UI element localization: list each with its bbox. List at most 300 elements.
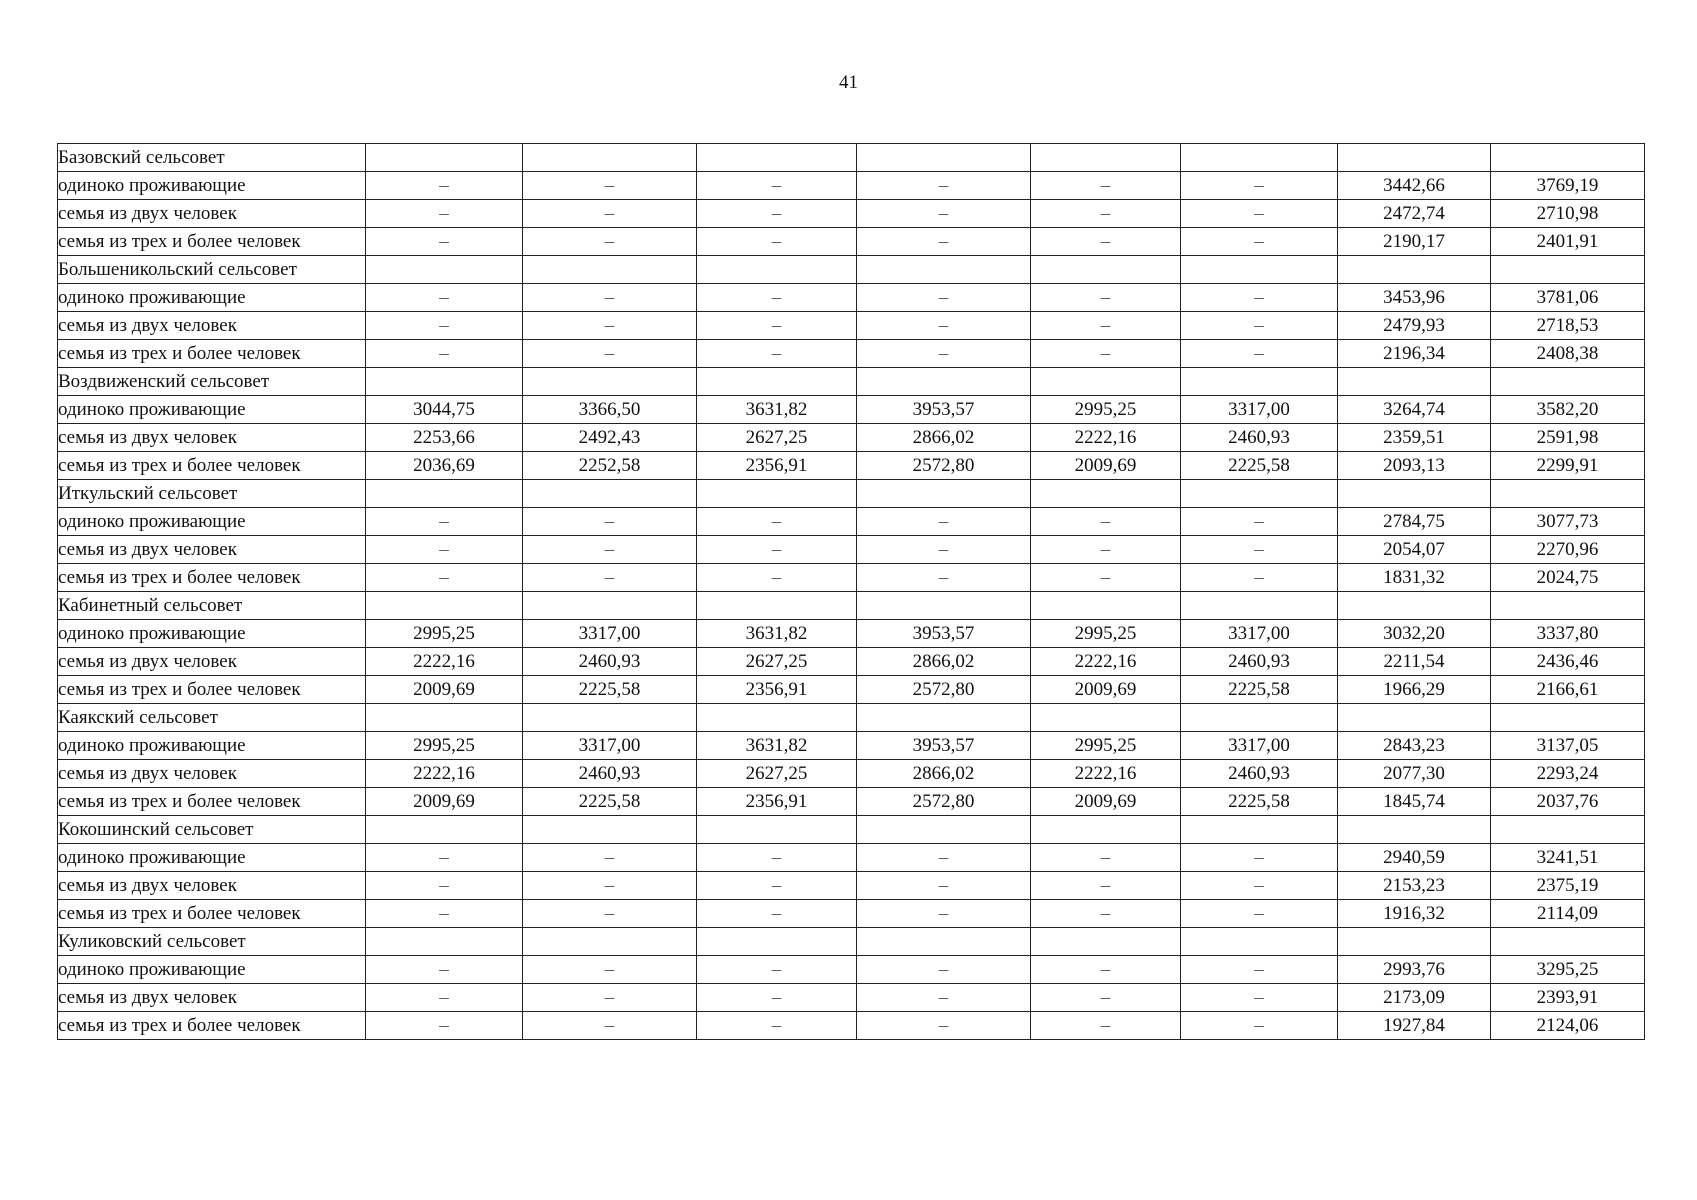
value-cell: 2940,59 — [1338, 844, 1491, 872]
value-cell: 2037,76 — [1491, 788, 1645, 816]
value-cell: – — [1031, 312, 1181, 340]
empty-cell — [1338, 368, 1491, 396]
value-cell: – — [366, 844, 523, 872]
value-cell: – — [366, 1012, 523, 1040]
row-label: семья из трех и более человек — [58, 788, 366, 816]
value-cell: 2995,25 — [366, 732, 523, 760]
group-header-row — [58, 928, 1645, 956]
value-cell: 3953,57 — [857, 732, 1031, 760]
value-cell: 2866,02 — [857, 424, 1031, 452]
row-label: семья из двух человек — [58, 760, 366, 788]
empty-cell — [1031, 816, 1181, 844]
value-cell: 3295,25 — [1491, 956, 1645, 984]
value-cell: 2460,93 — [523, 760, 697, 788]
value-cell: – — [1181, 340, 1338, 368]
empty-cell — [1491, 704, 1645, 732]
value-cell: 2460,93 — [1181, 648, 1338, 676]
value-cell: – — [1031, 284, 1181, 312]
value-cell: – — [1181, 564, 1338, 592]
value-cell: – — [1031, 172, 1181, 200]
value-cell: – — [857, 200, 1031, 228]
table-row — [58, 648, 1645, 676]
group-name: Иткульский сельсовет — [58, 480, 366, 508]
empty-cell — [697, 368, 857, 396]
empty-cell — [1181, 704, 1338, 732]
value-cell: – — [857, 228, 1031, 256]
empty-cell — [697, 592, 857, 620]
value-cell: – — [697, 228, 857, 256]
table-row — [58, 872, 1645, 900]
value-cell: 2627,25 — [697, 760, 857, 788]
value-cell: – — [523, 984, 697, 1012]
row-label: одиноко проживающие — [58, 844, 366, 872]
value-cell: 2866,02 — [857, 648, 1031, 676]
value-cell: – — [697, 900, 857, 928]
value-cell: 2995,25 — [1031, 732, 1181, 760]
value-cell: 2591,98 — [1491, 424, 1645, 452]
value-cell: – — [366, 340, 523, 368]
value-cell: 2356,91 — [697, 788, 857, 816]
row-label: семья из двух человек — [58, 536, 366, 564]
value-cell: 3137,05 — [1491, 732, 1645, 760]
value-cell: 2356,91 — [697, 452, 857, 480]
empty-cell — [857, 144, 1031, 172]
table-row — [58, 200, 1645, 228]
value-cell: 3337,80 — [1491, 620, 1645, 648]
empty-cell — [1031, 368, 1181, 396]
value-cell: 2993,76 — [1338, 956, 1491, 984]
value-cell: – — [697, 844, 857, 872]
empty-cell — [523, 592, 697, 620]
table-row — [58, 452, 1645, 480]
value-cell: – — [1181, 312, 1338, 340]
value-cell: – — [857, 564, 1031, 592]
value-cell: 2222,16 — [1031, 760, 1181, 788]
row-label: семья из трех и более человек — [58, 228, 366, 256]
value-cell: 2627,25 — [697, 424, 857, 452]
value-cell: 2222,16 — [1031, 648, 1181, 676]
empty-cell — [857, 928, 1031, 956]
empty-cell — [857, 704, 1031, 732]
value-cell: 2408,38 — [1491, 340, 1645, 368]
table-row — [58, 844, 1645, 872]
table-row — [58, 564, 1645, 592]
empty-cell — [1181, 368, 1338, 396]
value-cell: – — [857, 956, 1031, 984]
value-cell: – — [1181, 844, 1338, 872]
value-cell: 2009,69 — [1031, 452, 1181, 480]
empty-cell — [523, 144, 697, 172]
value-cell: – — [1181, 956, 1338, 984]
value-cell: – — [523, 284, 697, 312]
value-cell: – — [366, 172, 523, 200]
value-cell: – — [523, 900, 697, 928]
value-cell: – — [1181, 508, 1338, 536]
table-row — [58, 508, 1645, 536]
value-cell: 2114,09 — [1491, 900, 1645, 928]
value-cell: 2222,16 — [366, 648, 523, 676]
value-cell: – — [697, 312, 857, 340]
group-header-row — [58, 368, 1645, 396]
group-name: Кокошинский сельсовет — [58, 816, 366, 844]
value-cell: – — [697, 536, 857, 564]
value-cell: 2093,13 — [1338, 452, 1491, 480]
value-cell: 2225,58 — [523, 788, 697, 816]
empty-cell — [1181, 928, 1338, 956]
value-cell: 1916,32 — [1338, 900, 1491, 928]
value-cell: 2843,23 — [1338, 732, 1491, 760]
value-cell: – — [1031, 872, 1181, 900]
empty-cell — [523, 368, 697, 396]
value-cell: 1927,84 — [1338, 1012, 1491, 1040]
value-cell: 2253,66 — [366, 424, 523, 452]
value-cell: – — [1031, 984, 1181, 1012]
value-cell: – — [1181, 536, 1338, 564]
value-cell: 1966,29 — [1338, 676, 1491, 704]
empty-cell — [523, 256, 697, 284]
value-cell: 2436,46 — [1491, 648, 1645, 676]
value-cell: 2036,69 — [366, 452, 523, 480]
value-cell: – — [366, 284, 523, 312]
value-cell: 3044,75 — [366, 396, 523, 424]
data-table — [57, 143, 1645, 1040]
table-row — [58, 956, 1645, 984]
group-name: Куликовский сельсовет — [58, 928, 366, 956]
empty-cell — [1031, 480, 1181, 508]
group-header-row — [58, 144, 1645, 172]
value-cell: 2225,58 — [1181, 676, 1338, 704]
empty-cell — [1491, 256, 1645, 284]
value-cell: – — [857, 984, 1031, 1012]
row-label: одиноко проживающие — [58, 284, 366, 312]
empty-cell — [1338, 592, 1491, 620]
value-cell: 3241,51 — [1491, 844, 1645, 872]
value-cell: 2460,93 — [1181, 424, 1338, 452]
value-cell: – — [857, 900, 1031, 928]
empty-cell — [857, 256, 1031, 284]
value-cell: 3264,74 — [1338, 396, 1491, 424]
value-cell: – — [1031, 228, 1181, 256]
value-cell: – — [1031, 844, 1181, 872]
value-cell: – — [857, 312, 1031, 340]
empty-cell — [1338, 704, 1491, 732]
value-cell: – — [1031, 200, 1181, 228]
table-row — [58, 424, 1645, 452]
value-cell: 2784,75 — [1338, 508, 1491, 536]
value-cell: 2153,23 — [1338, 872, 1491, 900]
value-cell: 3631,82 — [697, 396, 857, 424]
value-cell: 2009,69 — [1031, 676, 1181, 704]
value-cell: 3032,20 — [1338, 620, 1491, 648]
empty-cell — [697, 704, 857, 732]
value-cell: 3366,50 — [523, 396, 697, 424]
value-cell: 3317,00 — [1181, 620, 1338, 648]
value-cell: 2995,25 — [1031, 620, 1181, 648]
value-cell: 2211,54 — [1338, 648, 1491, 676]
table-row — [58, 620, 1645, 648]
empty-cell — [857, 592, 1031, 620]
value-cell: – — [523, 312, 697, 340]
empty-cell — [1491, 144, 1645, 172]
value-cell: – — [1181, 172, 1338, 200]
value-cell: – — [523, 340, 697, 368]
value-cell: 2460,93 — [523, 648, 697, 676]
value-cell: 2225,58 — [1181, 452, 1338, 480]
value-cell: 2627,25 — [697, 648, 857, 676]
empty-cell — [366, 704, 523, 732]
value-cell: – — [1181, 200, 1338, 228]
empty-cell — [523, 704, 697, 732]
row-label: семья из трех и более человек — [58, 1012, 366, 1040]
value-cell: 3631,82 — [697, 620, 857, 648]
empty-cell — [366, 592, 523, 620]
empty-cell — [697, 480, 857, 508]
value-cell: – — [523, 172, 697, 200]
row-label: семья из двух человек — [58, 984, 366, 1012]
value-cell: – — [857, 284, 1031, 312]
value-cell: 2222,16 — [366, 760, 523, 788]
value-cell: – — [523, 844, 697, 872]
table-row — [58, 732, 1645, 760]
table-row — [58, 340, 1645, 368]
value-cell: – — [366, 508, 523, 536]
value-cell: – — [366, 872, 523, 900]
group-header-row — [58, 256, 1645, 284]
empty-cell — [523, 480, 697, 508]
value-cell: 2024,75 — [1491, 564, 1645, 592]
empty-cell — [1181, 256, 1338, 284]
value-cell: 2472,74 — [1338, 200, 1491, 228]
value-cell: – — [523, 536, 697, 564]
value-cell: 3317,00 — [1181, 732, 1338, 760]
empty-cell — [1491, 368, 1645, 396]
value-cell: 2009,69 — [1031, 788, 1181, 816]
table-row — [58, 228, 1645, 256]
table-body — [58, 144, 1645, 1040]
value-cell: – — [1031, 564, 1181, 592]
row-label: семья из двух человек — [58, 312, 366, 340]
value-cell: 3453,96 — [1338, 284, 1491, 312]
value-cell: 3631,82 — [697, 732, 857, 760]
table-row — [58, 172, 1645, 200]
row-label: семья из двух человек — [58, 424, 366, 452]
empty-cell — [366, 368, 523, 396]
value-cell: 2124,06 — [1491, 1012, 1645, 1040]
value-cell: 3769,19 — [1491, 172, 1645, 200]
value-cell: – — [1181, 284, 1338, 312]
value-cell: – — [697, 1012, 857, 1040]
value-cell: 2359,51 — [1338, 424, 1491, 452]
value-cell: 2009,69 — [366, 788, 523, 816]
empty-cell — [857, 816, 1031, 844]
value-cell: 2225,58 — [1181, 788, 1338, 816]
row-label: семья из двух человек — [58, 648, 366, 676]
value-cell: 2492,43 — [523, 424, 697, 452]
row-label: одиноко проживающие — [58, 956, 366, 984]
empty-cell — [697, 928, 857, 956]
value-cell: – — [366, 900, 523, 928]
row-label: одиноко проживающие — [58, 396, 366, 424]
value-cell: 3442,66 — [1338, 172, 1491, 200]
value-cell: 2572,80 — [857, 452, 1031, 480]
table-row — [58, 760, 1645, 788]
value-cell: – — [1031, 508, 1181, 536]
value-cell: 2995,25 — [366, 620, 523, 648]
value-cell: – — [857, 1012, 1031, 1040]
value-cell: – — [1181, 872, 1338, 900]
empty-cell — [1491, 928, 1645, 956]
row-label: семья из трех и более человек — [58, 900, 366, 928]
group-header-row — [58, 480, 1645, 508]
value-cell: 2995,25 — [1031, 396, 1181, 424]
empty-cell — [1031, 144, 1181, 172]
empty-cell — [1181, 144, 1338, 172]
value-cell: – — [1181, 900, 1338, 928]
table-row — [58, 312, 1645, 340]
table-row — [58, 396, 1645, 424]
value-cell: – — [697, 340, 857, 368]
value-cell: – — [1031, 900, 1181, 928]
row-label: одиноко проживающие — [58, 732, 366, 760]
value-cell: 2375,19 — [1491, 872, 1645, 900]
value-cell: 2009,69 — [366, 676, 523, 704]
value-cell: 2190,17 — [1338, 228, 1491, 256]
empty-cell — [366, 816, 523, 844]
value-cell: 2196,34 — [1338, 340, 1491, 368]
empty-cell — [1491, 816, 1645, 844]
value-cell: 2225,58 — [523, 676, 697, 704]
value-cell: – — [857, 844, 1031, 872]
value-cell: 2270,96 — [1491, 536, 1645, 564]
empty-cell — [523, 816, 697, 844]
empty-cell — [1338, 928, 1491, 956]
empty-cell — [1031, 928, 1181, 956]
value-cell: 2460,93 — [1181, 760, 1338, 788]
value-cell: 2293,24 — [1491, 760, 1645, 788]
value-cell: 3582,20 — [1491, 396, 1645, 424]
value-cell: – — [1031, 536, 1181, 564]
empty-cell — [1338, 480, 1491, 508]
value-cell: 3953,57 — [857, 620, 1031, 648]
empty-cell — [1338, 144, 1491, 172]
group-header-row — [58, 704, 1645, 732]
row-label: семья из трех и более человек — [58, 340, 366, 368]
row-label: семья из трех и более человек — [58, 676, 366, 704]
value-cell: – — [366, 200, 523, 228]
value-cell: – — [1031, 340, 1181, 368]
value-cell: – — [1181, 1012, 1338, 1040]
value-cell: – — [366, 564, 523, 592]
table-row — [58, 984, 1645, 1012]
value-cell: 2401,91 — [1491, 228, 1645, 256]
value-cell: – — [1031, 956, 1181, 984]
empty-cell — [857, 480, 1031, 508]
value-cell: 2393,91 — [1491, 984, 1645, 1012]
row-label: одиноко проживающие — [58, 620, 366, 648]
value-cell: – — [523, 508, 697, 536]
group-name: Базовский сельсовет — [58, 144, 366, 172]
value-cell: 1845,74 — [1338, 788, 1491, 816]
empty-cell — [1181, 592, 1338, 620]
empty-cell — [857, 368, 1031, 396]
empty-cell — [697, 256, 857, 284]
group-name: Каякский сельсовет — [58, 704, 366, 732]
value-cell: 3781,06 — [1491, 284, 1645, 312]
value-cell: – — [523, 872, 697, 900]
value-cell: – — [697, 200, 857, 228]
value-cell: 2054,07 — [1338, 536, 1491, 564]
row-label: одиноко проживающие — [58, 508, 366, 536]
group-name: Кабинетный сельсовет — [58, 592, 366, 620]
row-label: семья из двух человек — [58, 200, 366, 228]
value-cell: – — [697, 984, 857, 1012]
table-row — [58, 1012, 1645, 1040]
group-header-row — [58, 816, 1645, 844]
row-label: одиноко проживающие — [58, 172, 366, 200]
value-cell: 2173,09 — [1338, 984, 1491, 1012]
value-cell: – — [697, 508, 857, 536]
group-name: Большеникольский сельсовет — [58, 256, 366, 284]
value-cell: – — [857, 172, 1031, 200]
empty-cell — [1338, 816, 1491, 844]
value-cell: – — [366, 312, 523, 340]
value-cell: 2252,58 — [523, 452, 697, 480]
value-cell: – — [366, 228, 523, 256]
row-label: семья из трех и более человек — [58, 452, 366, 480]
value-cell: – — [857, 536, 1031, 564]
value-cell: – — [523, 1012, 697, 1040]
value-cell: 2718,53 — [1491, 312, 1645, 340]
value-cell: 3317,00 — [1181, 396, 1338, 424]
empty-cell — [697, 144, 857, 172]
page-number: 41 — [839, 72, 858, 93]
value-cell: – — [857, 340, 1031, 368]
value-cell: – — [366, 536, 523, 564]
value-cell: – — [366, 956, 523, 984]
value-cell: 2166,61 — [1491, 676, 1645, 704]
empty-cell — [366, 480, 523, 508]
value-cell: 3953,57 — [857, 396, 1031, 424]
value-cell: – — [1031, 1012, 1181, 1040]
empty-cell — [1491, 592, 1645, 620]
empty-cell — [1338, 256, 1491, 284]
table-row — [58, 284, 1645, 312]
value-cell: 2866,02 — [857, 760, 1031, 788]
value-cell: – — [857, 872, 1031, 900]
value-cell: 2572,80 — [857, 676, 1031, 704]
empty-cell — [366, 144, 523, 172]
value-cell: 2479,93 — [1338, 312, 1491, 340]
empty-cell — [1031, 256, 1181, 284]
empty-cell — [366, 256, 523, 284]
group-header-row — [58, 592, 1645, 620]
empty-cell — [1031, 704, 1181, 732]
value-cell: – — [697, 956, 857, 984]
value-cell: – — [523, 564, 697, 592]
value-cell: 2299,91 — [1491, 452, 1645, 480]
value-cell: – — [523, 200, 697, 228]
value-cell: 3317,00 — [523, 732, 697, 760]
empty-cell — [1031, 592, 1181, 620]
value-cell: – — [366, 984, 523, 1012]
value-cell: – — [697, 172, 857, 200]
table-row — [58, 536, 1645, 564]
row-label: семья из двух человек — [58, 872, 366, 900]
value-cell: 2356,91 — [697, 676, 857, 704]
value-cell: – — [697, 284, 857, 312]
value-cell: 3077,73 — [1491, 508, 1645, 536]
value-cell: – — [857, 508, 1031, 536]
